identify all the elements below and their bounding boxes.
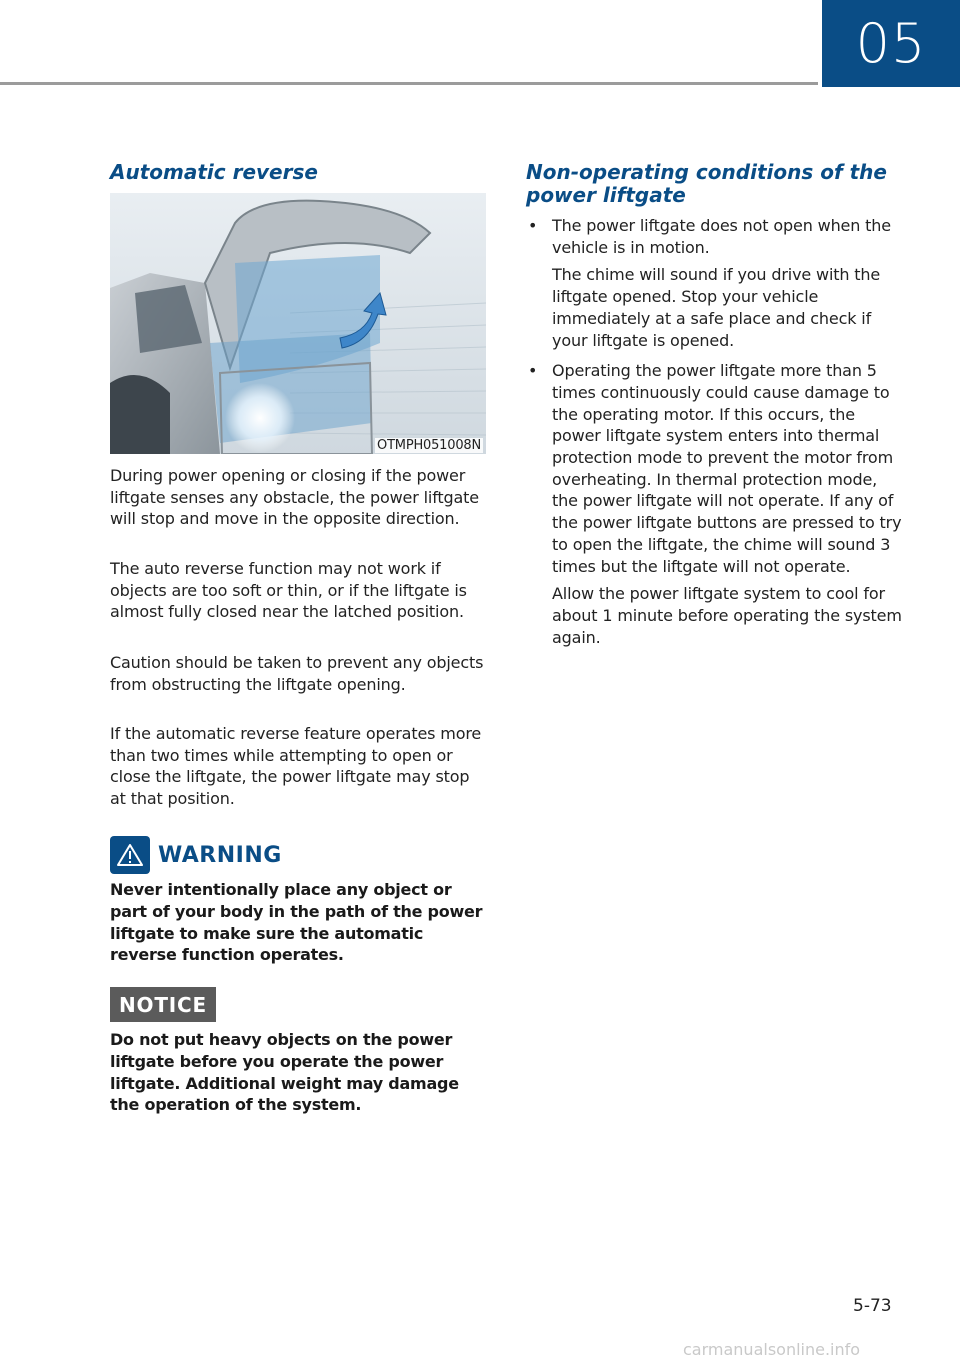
- section-heading-automatic-reverse: Automatic reverse: [110, 160, 318, 184]
- bullet-icon: •: [528, 361, 538, 381]
- section-heading-non-operating: Non-operating conditions of the power liftgate: [526, 160, 887, 207]
- paragraph-auto-reverse-limit: The auto reverse function may not work if objects are too soft or thin, or if the liftgate is almost fully closed near the latched position.: [110, 559, 467, 622]
- bullet-icon: •: [528, 216, 538, 235]
- paragraph-caution: Caution should be taken to prevent any objects from obstructing the liftgate opening.: [110, 653, 484, 694]
- warning-header: [110, 836, 282, 874]
- watermark: carmanualsonline.info: [683, 1340, 861, 1359]
- list-item: [526, 215, 902, 351]
- chapter-tab: 05: [822, 0, 960, 87]
- non-operating-list: [526, 215, 902, 648]
- list-item-subtext: The chime will sound if you drive with the liftgate opened. Stop your vehicle immediately at a safe place and check if your liftgate is opened.: [552, 265, 881, 350]
- warning-title: WARNING: [158, 842, 282, 868]
- paragraph-stop-position: If the automatic reverse feature operates more than two times while attempting to open or close the liftgate, the power liftgate may stop at that position.: [110, 724, 482, 809]
- list-item-subtext: Allow the power liftgate system to cool for about 1 minute before operating the system again.: [552, 584, 902, 647]
- page-number: 5-73: [853, 1296, 892, 1316]
- list-item: [526, 360, 902, 648]
- header-rule: [0, 82, 818, 85]
- figure-code: OTMPH051008N: [377, 438, 481, 453]
- liftgate-illustration: [110, 193, 486, 454]
- liftgate-image: [110, 193, 486, 454]
- list-item-text: Operating the power liftgate more than 5 times continuously could cause damage to the operating motor. If this occurs, the power liftgate system enters into thermal protection mode to prevent the motor from overheating. In thermal protection mode, the power liftgate will not operate. If any of the power liftgate buttons are pressed to try to open the liftgate, the chime will sound 3 times but the liftgate will not operate.: [552, 361, 902, 576]
- warning-triangle-icon: [110, 836, 150, 874]
- notice-text: Do not put heavy objects on the power liftgate before you operate the power liftgate. Additional weight may damage the operation of the system.: [110, 1030, 459, 1115]
- warning-text: Never intentionally place any object or part of your body in the path of the power liftgate to make sure the automatic reverse function operates.: [110, 880, 483, 965]
- paragraph-obstacle: During power opening or closing if the power liftgate senses any obstacle, the power liftgate will stop and move in the opposite direction.: [110, 466, 479, 529]
- notice-badge: NOTICE: [110, 987, 216, 1022]
- list-item-text: The power liftgate does not open when the vehicle is in motion.: [552, 216, 891, 257]
